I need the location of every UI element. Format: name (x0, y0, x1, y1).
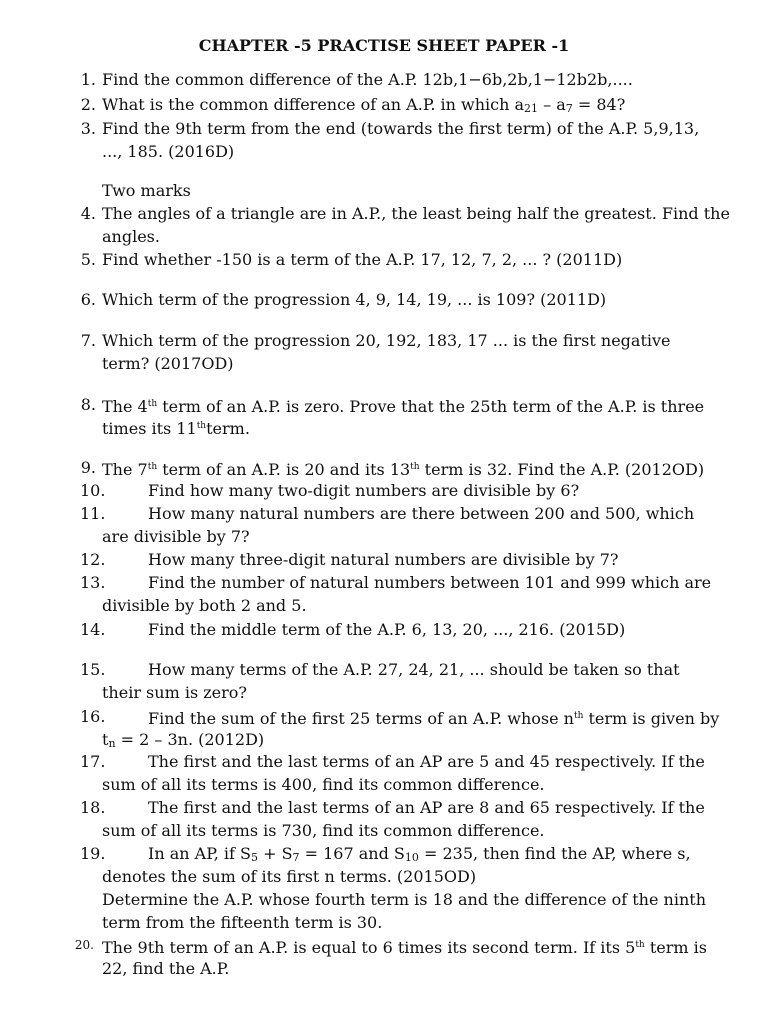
question-text-continued: tn = 2 – 3n. (2012D) (102, 730, 265, 750)
question-number: 1. (80, 70, 96, 89)
question-number: 20. (74, 938, 94, 952)
question-text-continued: times its 11thterm. (102, 419, 250, 438)
question-number: 15. (80, 660, 106, 679)
question-number: 3. (80, 119, 96, 138)
question-text: Which term of the progression 4, 9, 14, 19, ... is 109? (2011D) (102, 290, 607, 309)
question-text: Find how many two-digit numbers are divisible by 6? (148, 481, 580, 500)
question-number: 4. (80, 204, 96, 223)
question-number: 19. (80, 844, 106, 863)
question-number: 5. (80, 250, 96, 269)
question-text-continued: angles. (102, 227, 160, 246)
question-text-continued: ..., 185. (2016D) (102, 142, 235, 161)
question-text-continued: divisible by both 2 and 5. (102, 596, 307, 615)
page-title: CHAPTER -5 PRACTISE SHEET PAPER -1 (198, 36, 570, 55)
question-text: The first and the last terms of an AP are 5 and 45 respectively. If the (148, 752, 705, 771)
question-text-continued: term? (2017OD) (102, 354, 234, 373)
question-number: 11. (80, 504, 106, 523)
question-text-continued: are divisible by 7? (102, 527, 250, 546)
question-text-continued: sum of all its terms is 400, find its common difference. (102, 775, 545, 794)
question-text: Find the 9th term from the end (towards the first term) of the A.P. 5,9,13, (102, 119, 700, 138)
question-text: In an AP, if S5 + S7 = 167 and S10 = 235, then find the AP, where s, (148, 844, 691, 864)
question-text: What is the common difference of an A.P. in which a21 – a7 = 84? (102, 95, 626, 115)
question-text: The 4th term of an A.P. is zero. Prove that the 25th term of the A.P. is three (102, 397, 705, 416)
question-number: 8. (80, 395, 96, 414)
question-text-continued: their sum is zero? (102, 683, 247, 702)
question-number: 7. (80, 331, 96, 350)
question-number: 9. (80, 458, 96, 477)
question-number: 16. (80, 707, 106, 726)
question-text: The first and the last terms of an AP are 8 and 65 respectively. If the (148, 798, 705, 817)
question-text: Find the sum of the first 25 terms of an A.P. whose $n^{th}$ term is given by (148, 709, 720, 728)
question-text: Find the number of natural numbers between 101 and 999 which are (148, 573, 712, 592)
question-text-continued: Determine the A.P. whose fourth term is 18 and the difference of the ninth (102, 890, 706, 909)
question-text: Find whether -150 is a term of the A.P. 17, 12, 7, 2, ... ? (2011D) (102, 250, 623, 269)
question-text: How many three-digit natural numbers are divisible by 7? (148, 550, 619, 569)
question-text-continued: 22, find the A.P. (102, 959, 230, 978)
question-text: How many terms of the A.P. 27, 24, 21, ... should be taken so that (148, 660, 680, 679)
question-number: 17. (80, 752, 106, 771)
question-text: Find the common difference of the A.P. 12b,1−6b,2b,1−12b2b,.... (102, 70, 633, 89)
question-number: 10. (80, 481, 106, 500)
question-text: The angles of a triangle are in A.P., the least being half the greatest. Find the (102, 204, 730, 223)
question-number: 6. (80, 290, 96, 309)
question-text: Which term of the progression 20, 192, 183, 17 ... is the first negative (102, 331, 671, 350)
question-text-continued: denotes the sum of its first n terms. (2015OD) (102, 867, 477, 886)
question-text: The 7th term of an A.P. is 20 and its 13th term is 32. Find the A.P. (2012OD) (102, 460, 705, 479)
question-number: 14. (80, 620, 106, 639)
question-text-continued: term from the fifteenth term is 30. (102, 913, 383, 932)
question-text: Find the middle term of the A.P. 6, 13, 20, ..., 216. (2015D) (148, 620, 626, 639)
question-number: 12. (80, 550, 106, 569)
question-text: How many natural numbers are there between 200 and 500, which (148, 504, 695, 523)
question-text: The 9th term of an A.P. is equal to 6 times its second term. If its 5th term is (102, 938, 707, 957)
question-number: 13. (80, 573, 106, 592)
question-number: 18. (80, 798, 106, 817)
section-heading: Two marks (102, 181, 191, 200)
question-text-continued: sum of all its terms is 730, find its common difference. (102, 821, 545, 840)
question-number: 2. (80, 95, 96, 114)
